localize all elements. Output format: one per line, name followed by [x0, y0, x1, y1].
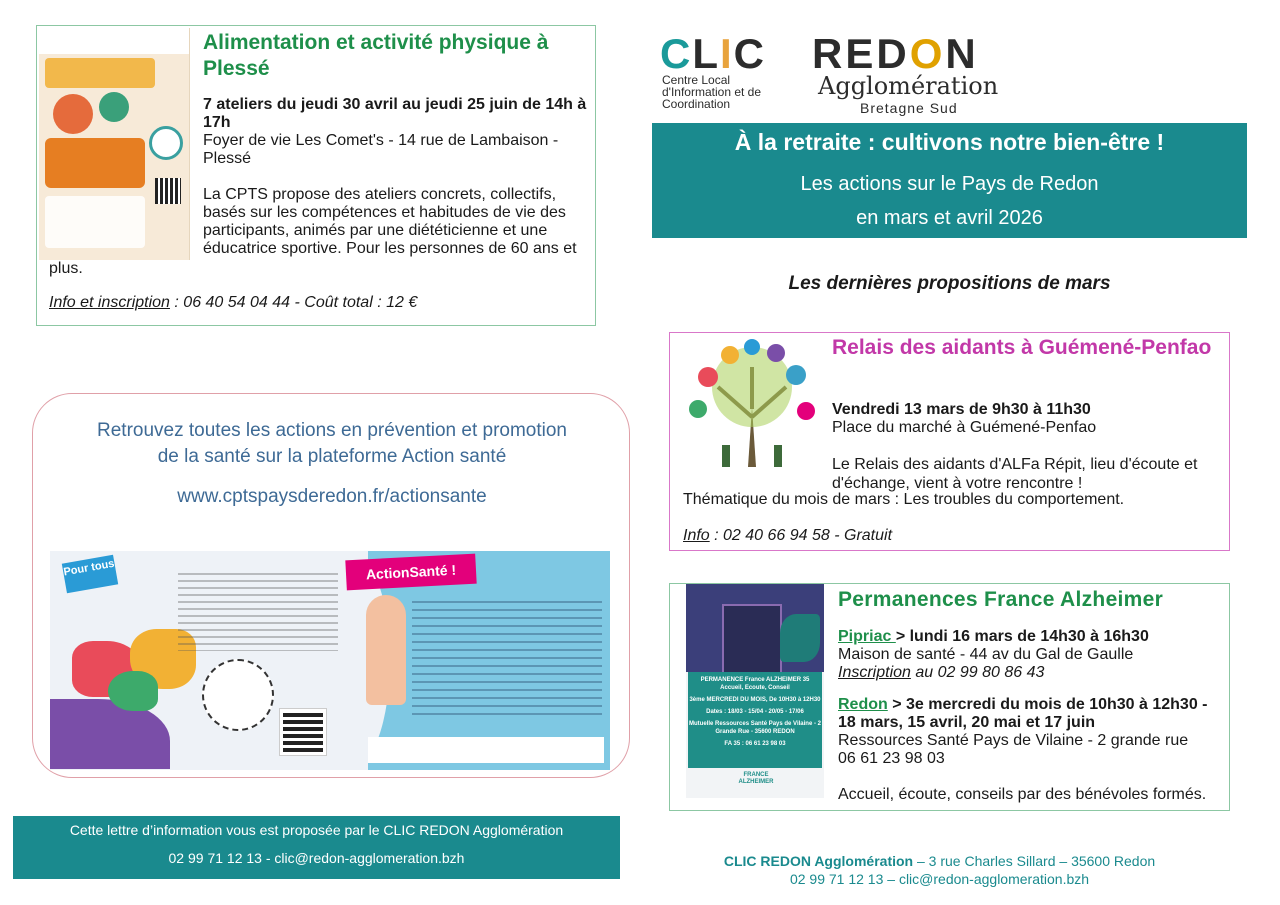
- france-alzheimer-logo: FRANCE ALZHEIMER: [738, 772, 774, 785]
- relais-date: Vendredi 13 mars de 9h30 à 11h30: [832, 401, 1091, 418]
- redon-place: Ressources Santé Pays de Vilaine - 2 grande rue: [838, 732, 1189, 749]
- newsletter-subtitle-2: en mars et avril 2026: [856, 207, 1043, 229]
- footer-right-contact: 02 99 71 12 13 – clic@redon-agglomeration.bzh: [789, 871, 1090, 887]
- redon-phone: 06 61 23 98 03: [838, 750, 945, 767]
- tree-illustration: [678, 337, 826, 469]
- redon-wordmark: REDON: [812, 30, 979, 77]
- clic-wordmark: CLIC: [660, 30, 767, 77]
- atelier-description: La CPTS propose des ateliers concrets, collectifs, basés sur les compétences et habitudes de vie des participants, animés par une diététicienne et une éducatrice sportive. Pour les personnes de 60 ans et: [203, 186, 577, 257]
- relais-info-label: Info: [683, 527, 710, 544]
- france-alzheimer-box: [669, 583, 1230, 811]
- atelier-place: Foyer de vie Les Comet's - 14 rue de Lambaison - Plessé: [203, 132, 559, 167]
- relais-aidants-box: [669, 332, 1230, 551]
- newsletter-subtitle-1: Les actions sur le Pays de Redon: [800, 173, 1099, 195]
- redon-line: Redon > 3e mercredi du mois de 10h30 à 12h30 - 18 mars, 15 avril, 20 mai et 17 juin: [838, 696, 1208, 731]
- clic-subtitle: Centre Local d'Information et de Coordination: [662, 73, 762, 111]
- banner-title: ActionSanté !: [345, 554, 476, 591]
- alzheimer-title: Permanences France Alzheimer: [838, 588, 1164, 611]
- atelier-description-end: plus.: [49, 260, 83, 277]
- relais-info: [683, 527, 892, 545]
- pipriac-label: Pipriac: [838, 628, 896, 645]
- relais-info-text: : 02 40 66 94 58 - Gratuit: [709, 527, 893, 544]
- clic-logo: [660, 30, 790, 110]
- relais-description: Le Relais des aidants d'ALFa Répit, lieu d'écoute et d'échange, vient à votre rencontre !: [832, 456, 1198, 492]
- footer-left-line-2: 02 99 71 12 13 - clic@redon-agglomeration.bzh: [168, 850, 465, 866]
- atelier-box: [36, 25, 596, 326]
- newsletter-title: À la retraite : cultivons notre bien-être !: [734, 129, 1165, 155]
- relais-theme: Thématique du mois de mars : Les troubles du comportement.: [683, 491, 1125, 508]
- atelier-info-label: Info et inscription: [49, 294, 170, 311]
- atelier-info-text: : 06 40 54 04 44 - Coût total : 12 €: [169, 294, 418, 311]
- pipriac-line: Pipriac > lundi 16 mars de 14h30 à 16h30: [838, 628, 1149, 645]
- plateforme-line-2: de la santé sur la plateforme Action santé: [157, 446, 507, 467]
- atelier-poster-image: [39, 28, 190, 260]
- atelier-title: Alimentation et activité physique à Plessé: [203, 31, 549, 80]
- pipriac-inscription: Inscription au 02 99 80 86 43: [838, 664, 1045, 681]
- pipriac-place: Maison de santé - 44 av du Gal de Gaulle: [838, 646, 1134, 663]
- relais-title: Relais des aidants à Guémené-Penfao: [832, 336, 1212, 359]
- section-title: Les dernières propositions de mars: [788, 273, 1111, 294]
- atelier-dates: 7 ateliers du jeudi 30 avril au jeudi 25 juin de 14h à 17h: [203, 96, 587, 131]
- atelier-info: [49, 294, 417, 312]
- actionsante-banner-image: [50, 551, 610, 770]
- france-alzheimer-poster: PERMANENCE France ALZHEIMER 35 Accueil, Ecoute, Conseil 3ème MERCREDI DU MOIS, De 10H30 à 12H30 Dates : 18/03 - 15/04 - 20/05 - 17/06 Mutuelle Ressources Santé Pays de Vilaine - 2 Grande Rue - 35600 REDON FA 35 : 06 61 23 98 03 FRANCE ALZHEIMER: [686, 584, 824, 798]
- footer-right-address: CLIC REDON Agglomération – 3 rue Charles Sillard – 35600 Redon: [723, 853, 1156, 869]
- footer-contact-box: [13, 816, 620, 879]
- footer-left-line-1: Cette lettre d’information vous est proposée par le CLIC REDON Agglomération: [69, 822, 564, 838]
- qr-code: [280, 709, 326, 755]
- relais-place: Place du marché à Guémené-Penfao: [832, 419, 1097, 436]
- newsletter-header: [652, 123, 1247, 238]
- redon-bretagne-sud: Bretagne Sud: [860, 100, 958, 116]
- alzheimer-note: Accueil, écoute, conseils par des bénévoles formés.: [838, 786, 1207, 803]
- banner-pour-tous: Pour tous: [62, 555, 118, 594]
- redon-agglo-text: Agglomération: [818, 72, 999, 100]
- redon-agglomeration-logo: [812, 30, 999, 116]
- footer-org-name: CLIC REDON Agglomération: [723, 853, 914, 869]
- redon-label: Redon: [838, 696, 888, 713]
- plateforme-line-1: Retrouvez toutes les actions en prévention et promotion: [97, 420, 567, 441]
- plateforme-url[interactable]: www.cptspaysderedon.fr/actionsante: [177, 486, 487, 507]
